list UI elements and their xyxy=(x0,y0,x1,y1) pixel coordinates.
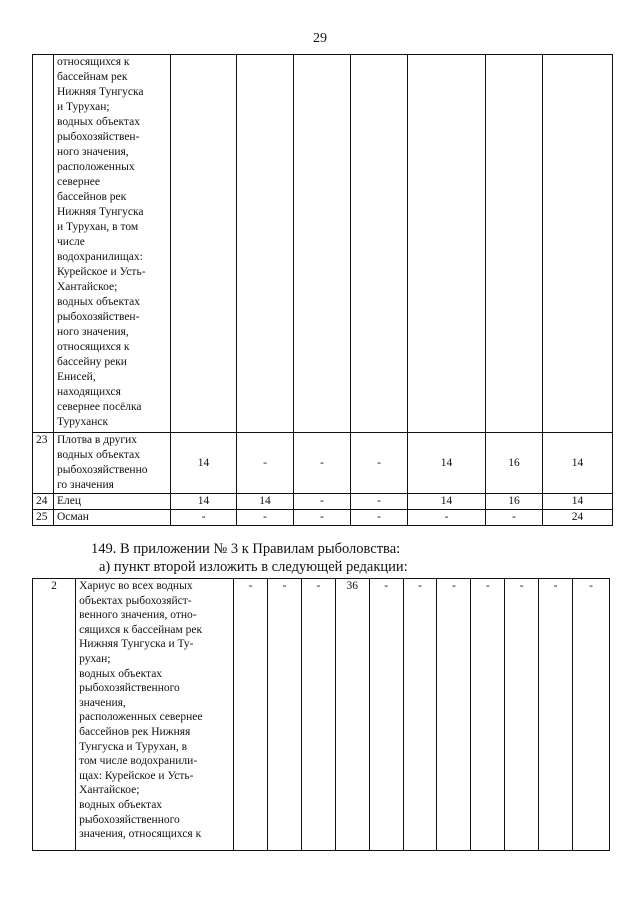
value-cell: 14 xyxy=(408,494,486,510)
value-cell: 24 xyxy=(543,510,613,526)
species-name: Плотва в других водных объектах рыбохозяйственно го значения xyxy=(54,433,171,494)
species-name: Осман xyxy=(54,510,171,526)
value-cell: - xyxy=(237,433,294,494)
paragraph-a: а) пункт второй изложить в следующей редакции: xyxy=(99,559,408,575)
value-cell: - xyxy=(351,433,408,494)
table-row xyxy=(33,494,613,510)
value-cell: - xyxy=(237,510,294,526)
value-cell: - xyxy=(572,579,609,851)
value-cell: 14 xyxy=(237,494,294,510)
value-cell: - xyxy=(234,579,268,851)
species-limits-table xyxy=(32,54,613,526)
value-cell: - xyxy=(301,579,335,851)
value-cell: - xyxy=(351,510,408,526)
value-cell: 14 xyxy=(543,433,613,494)
row-number: 25 xyxy=(33,510,54,526)
value-cell: 14 xyxy=(171,494,237,510)
row-number-cell xyxy=(33,55,54,433)
table-row xyxy=(33,433,613,494)
value-cell: - xyxy=(171,510,237,526)
value-cell: - xyxy=(539,579,573,851)
species-name: Елец xyxy=(54,494,171,510)
value-cell: - xyxy=(505,579,539,851)
appendix-3-table xyxy=(32,578,610,851)
table-row xyxy=(33,579,610,851)
value-cell: - xyxy=(294,494,351,510)
row-number: 24 xyxy=(33,494,54,510)
value-cell: - xyxy=(369,579,403,851)
value-cell: - xyxy=(408,510,486,526)
value-cell: - xyxy=(294,433,351,494)
value-cell: 36 xyxy=(335,579,369,851)
value-cell: 16 xyxy=(486,433,543,494)
page-number: 29 xyxy=(313,31,327,46)
row-number: 23 xyxy=(33,433,54,494)
species-description: относящихся к бассейнам рек Нижняя Тунгуска и Турухан; водных объектах рыбохозяйствен- ного значения, расположенных севернее бассейнов рек Нижняя Тунгуска и Турухан, в том числе водохранилищах: Курейское и Усть- Хантайское; водных объектах рыбохозяйствен- ного значения, относящихся к бассейну реки Енисей, находящихся севернее посёлка Туруханск xyxy=(54,55,171,433)
value-cell: 16 xyxy=(486,494,543,510)
value-cell: - xyxy=(294,510,351,526)
value-cell: - xyxy=(403,579,437,851)
value-cell: 14 xyxy=(543,494,613,510)
table-row-continuation xyxy=(33,55,613,433)
row-number: 2 xyxy=(33,579,76,851)
value-cell: - xyxy=(437,579,471,851)
value-cell: 14 xyxy=(408,433,486,494)
value-cell: 14 xyxy=(171,433,237,494)
paragraph-149: 149. В приложении № 3 к Правилам рыболовства: xyxy=(91,541,401,557)
species-description: Хариус во всех водных объектах рыбохозяйст- венного значения, отно- сящихся к бассейнам рек Нижняя Тунгуска и Ту- рухан; водных объектах рыбохозяйственного значения, расположенных севернее бассейнов рек Нижняя Тунгуска и Турухан, в том числе водохранили- щах: Курейское и Усть- Хантайское; водных объектах рыбохозяйственного значения, относящихся к xyxy=(76,579,234,851)
table-row xyxy=(33,510,613,526)
value-cell: - xyxy=(486,510,543,526)
value-cell: - xyxy=(471,579,505,851)
value-cell: - xyxy=(351,494,408,510)
value-cell: - xyxy=(268,579,302,851)
